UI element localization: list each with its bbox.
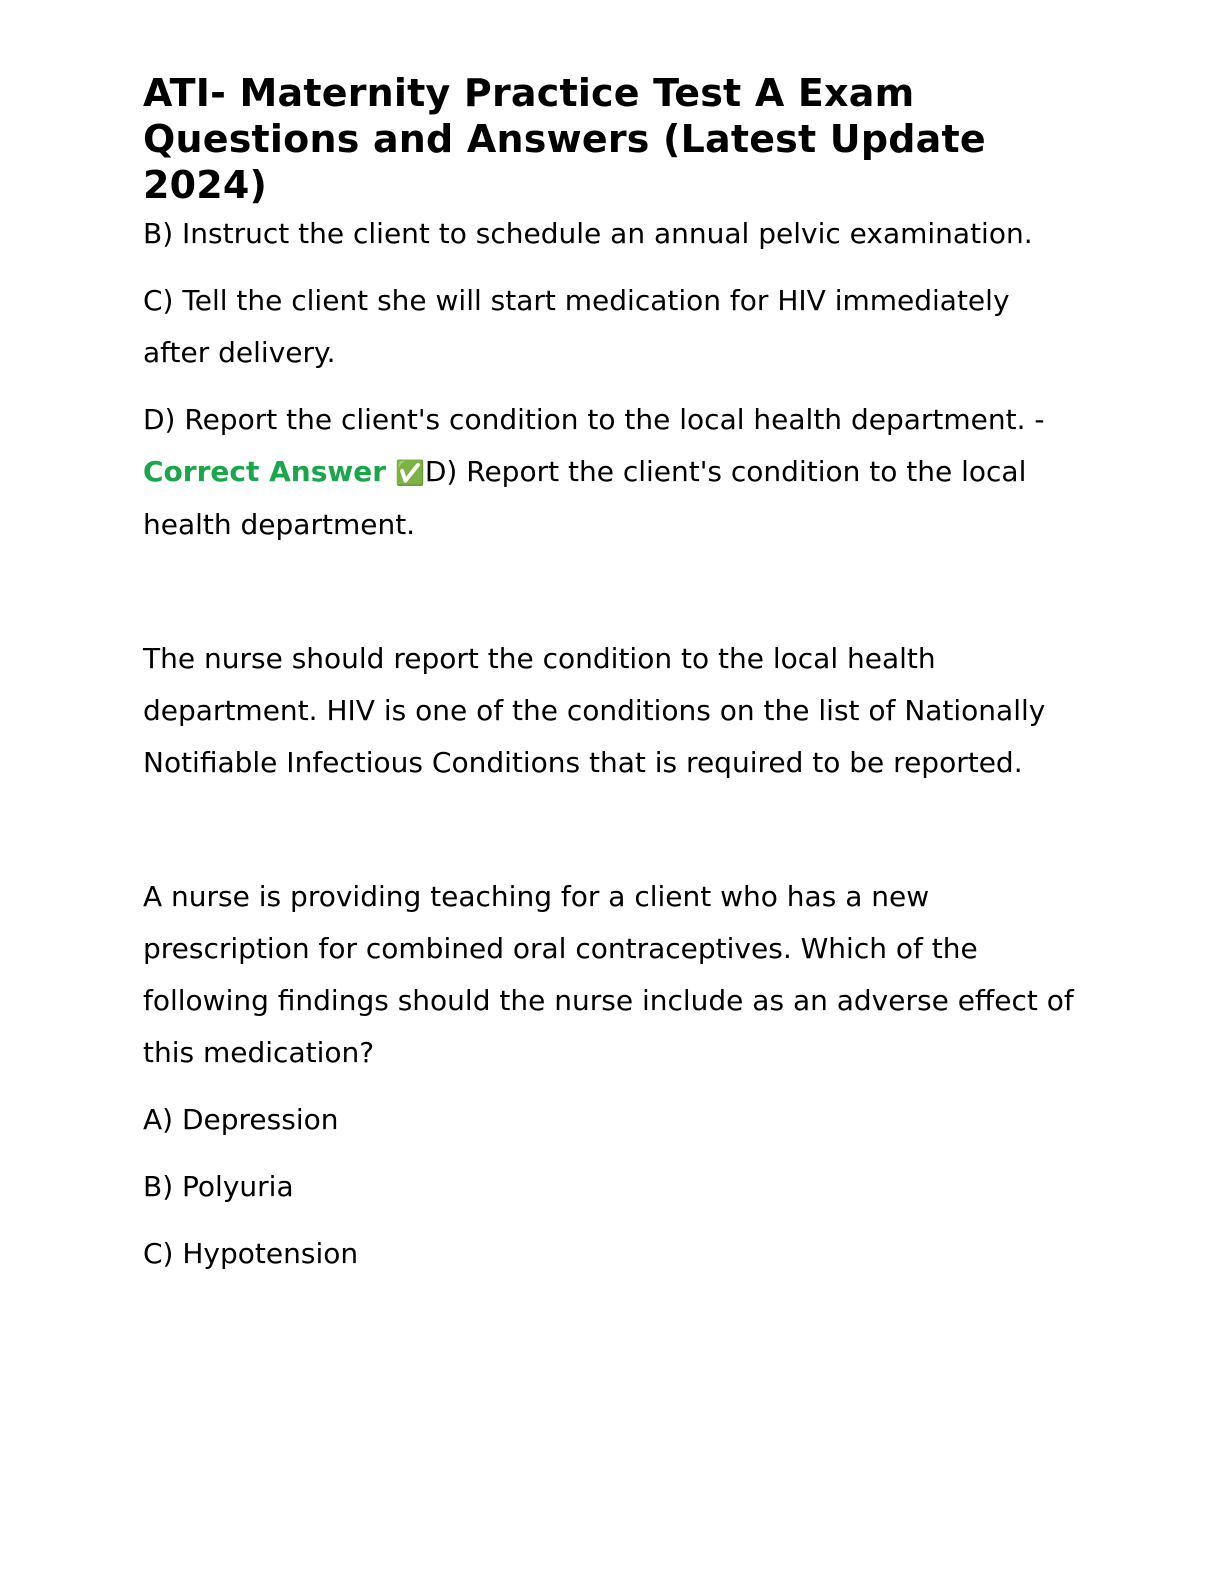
question-option-c: C) Hypotension: [143, 1237, 359, 1270]
question-option-b: B) Polyuria: [143, 1170, 294, 1203]
document-page: [143, 70, 1083, 1280]
question-option-a: A) Depression: [143, 1103, 339, 1136]
check-icon: ✅: [394, 459, 425, 487]
correct-answer-label: Correct Answer: [143, 455, 387, 488]
answer-option-b: B) Instruct the client to schedule an annual pelvic examination.: [143, 217, 1033, 250]
correct-answer-text: D) Report the client's condition to the local health department.: [143, 455, 1027, 541]
rationale-paragraph: The nurse should report the condition to the local health department. HIV is one of the conditions on the list of Nationally Notifiable Infectious Conditions that is required to be reported.: [143, 642, 1046, 779]
answer-option-c: C) Tell the client she will start medication for HIV immediately after delivery.: [143, 284, 1010, 369]
answer-option-d-text: D) Report the client's condition to the local health department. -: [143, 403, 1045, 436]
document-title: ATI- Maternity Practice Test A Exam Questions and Answers (Latest Update 2024): [143, 71, 986, 207]
answer-option-d: [143, 394, 1083, 551]
question-text: A nurse is providing teaching for a client who has a new prescription for combined oral contraceptives. Which of the following findings should the nurse include as an adverse effect of this medication?: [143, 880, 1074, 1069]
